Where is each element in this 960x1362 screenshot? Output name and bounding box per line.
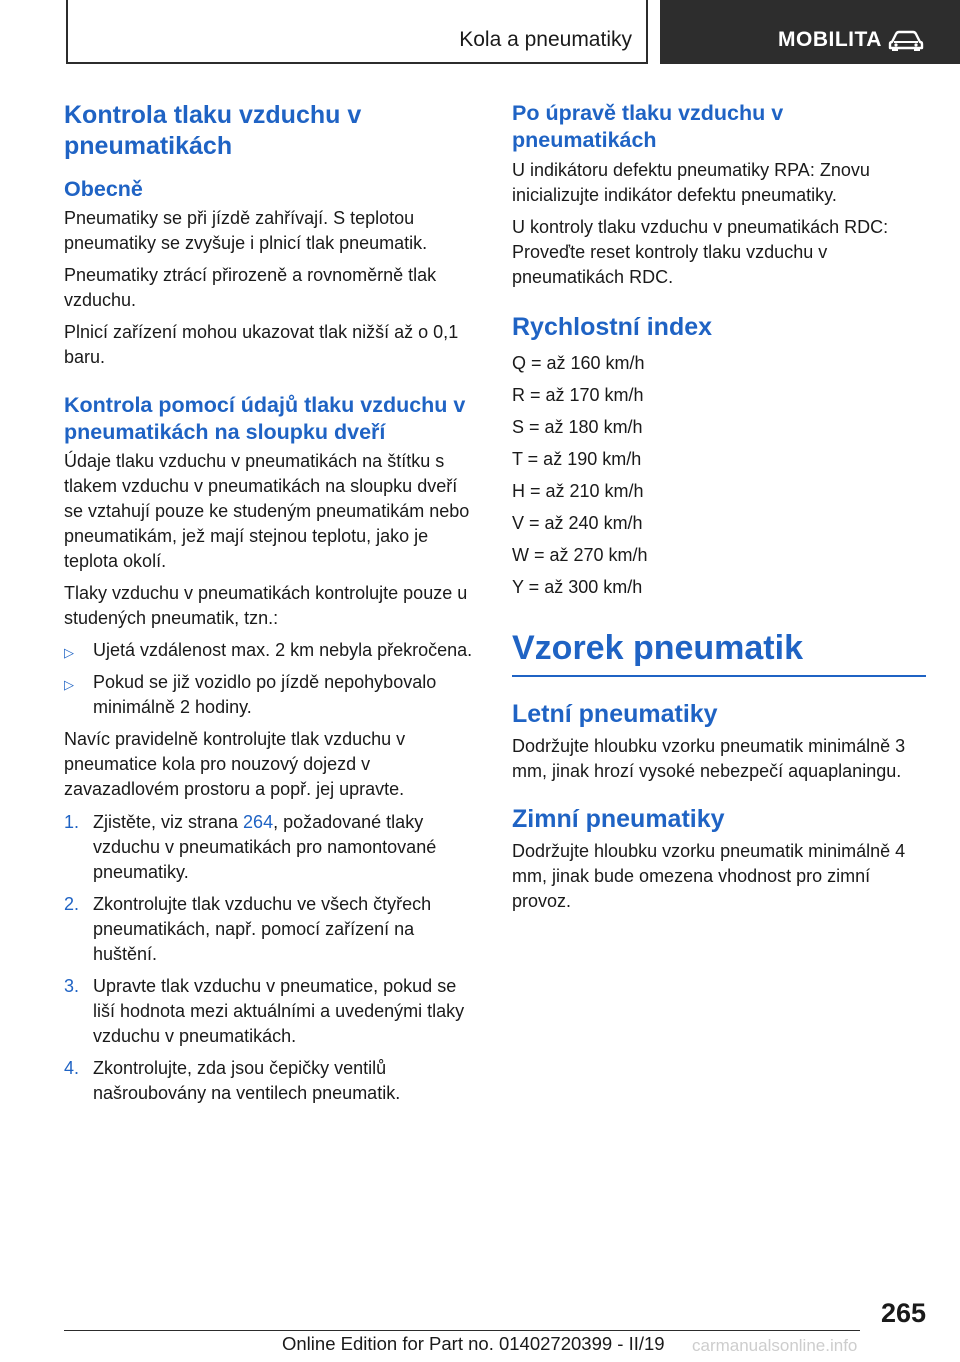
section-title-tire-pressure: Kontrola tlaku vzduchu v pneumatikách <box>64 101 362 160</box>
step-item <box>64 974 478 1049</box>
step-text: Upravte tlak vzduchu v pneumatice, pokud se liší hodnota mezi aktuálními a uvedenými tlaky vzduchu v pneumatikách. <box>93 976 465 1046</box>
speed-index-item: Y = až 300 km/h <box>512 577 643 597</box>
step-number: 4. <box>64 1058 80 1078</box>
speed-index-item: T = až 190 km/h <box>512 449 642 469</box>
heading-after-adjustment: Po úpravě tlaku vzduchu v pneumatikách <box>512 101 784 152</box>
condition-list <box>64 638 478 720</box>
list-item-text: Ujetá vzdálenost max. 2 km nebyla překročena. <box>93 640 473 660</box>
step-text-after: , požadované tlaky vzduchu v pneumatikách pro namontované pneumatiky. <box>93 812 437 882</box>
paragraph: Navíc pravidelně kontrolujte tlak vzduchu v pneumatice kola pro nouzový dojezd v zavazadlovém prostoru a popř. jej upravte. <box>64 729 406 799</box>
paragraph: Plnicí zařízení mohou ukazovat tlak nižší až o 0,1 baru. <box>64 322 459 367</box>
header-section-box <box>66 0 648 64</box>
speed-index-item: W = až 270 km/h <box>512 545 648 565</box>
footer-divider <box>64 1330 860 1331</box>
heading-door-pillar-check: Kontrola pomocí údajů tlaku vzduchu v pneumatikách na sloupku dveří <box>64 393 466 444</box>
step-text: Zkontrolujte tlak vzduchu ve všech čtyřech pneumatikách, např. pomocí zařízení na huštění. <box>93 894 432 964</box>
heading-winter-tires: Zimní pneumatiky <box>512 805 725 833</box>
paragraph: Dodržujte hloubku vzorku pneumatik minimálně 4 mm, jinak bude omezena vhodnost pro zimní provoz. <box>512 841 906 911</box>
triangle-right-icon: ▷ <box>64 645 74 660</box>
step-item <box>64 1056 478 1106</box>
header-tab-mobilita <box>660 0 960 64</box>
step-text-before: Zjistěte, viz strana <box>93 812 244 832</box>
speed-index-item: S = až 180 km/h <box>512 417 643 437</box>
paragraph: Pneumatiky se při jízdě zahřívají. S teplotou pneumatiky se zvyšuje i plnicí tlak pneumatik. <box>64 208 428 253</box>
car-icon <box>888 28 924 57</box>
paragraph: Pneumatiky ztrácí přirozeně a rovnoměrně tlak vzduchu. <box>64 265 437 310</box>
step-item <box>64 892 478 967</box>
list-item <box>64 670 478 720</box>
page-reference-link[interactable]: 264 <box>243 812 274 832</box>
header-tab-label: MOBILITA <box>778 28 882 51</box>
paragraph: Tlaky vzduchu v pneumatikách kontrolujte pouze u studených pneumatik, tzn.: <box>64 583 468 628</box>
step-number: 3. <box>64 976 80 996</box>
steps-list <box>64 810 478 1106</box>
speed-index-item: H = až 210 km/h <box>512 481 644 501</box>
paragraph: U kontroly tlaku vzduchu v pneumatikách RDC: Proveďte reset kontroly tlaku vzduchu v pneumatikách RDC. <box>512 217 889 287</box>
page-number: 265 <box>880 1298 926 1328</box>
paragraph: U indikátoru defektu pneumatiky RPA: Znovu inicializujte indikátor defektu pneumatiky. <box>512 160 870 205</box>
watermark: carmanualsonline.info <box>692 1336 858 1355</box>
paragraph: Údaje tlaku vzduchu v pneumatikách na štítku s tlakem vzduchu v pneumatikách na sloupku dveří se vztahují pouze ke studeným pneumatikám nebo pneumatikám, jež mají stejnou teplotu, jako je teplota okolí. <box>64 451 470 571</box>
step-number: 2. <box>64 894 80 914</box>
chapter-title-tread: Vzorek pneumatik <box>512 627 926 677</box>
left-column <box>64 100 478 1113</box>
step-text: Zkontrolujte, zda jsou čepičky ventilů našroubovány na ventilech pneumatik. <box>93 1058 401 1103</box>
heading-summer-tires: Letní pneumatiky <box>512 700 718 728</box>
speed-index-item: V = až 240 km/h <box>512 513 643 533</box>
step-number: 1. <box>64 812 80 832</box>
triangle-right-icon: ▷ <box>64 677 74 692</box>
list-item-text: Pokud se již vozidlo po jízdě nepohybovalo minimálně 2 hodiny. <box>93 672 437 717</box>
speed-index-item: Q = až 160 km/h <box>512 353 645 373</box>
speed-index-item: R = až 170 km/h <box>512 385 644 405</box>
speed-index-list <box>512 347 926 603</box>
list-item <box>64 638 478 663</box>
step-item <box>64 810 478 885</box>
heading-general: Obecně <box>64 177 143 201</box>
edition-note: Online Edition for Part no. 01402720399 - II/19 <box>282 1333 665 1354</box>
paragraph: Dodržujte hloubku vzorku pneumatik minimálně 3 mm, jinak hrozí vysoké nebezpečí aquaplaningu. <box>512 736 906 781</box>
header-section-title: Kola a pneumatiky <box>459 28 632 51</box>
heading-speed-index: Rychlostní index <box>512 313 713 341</box>
right-column <box>512 100 926 921</box>
